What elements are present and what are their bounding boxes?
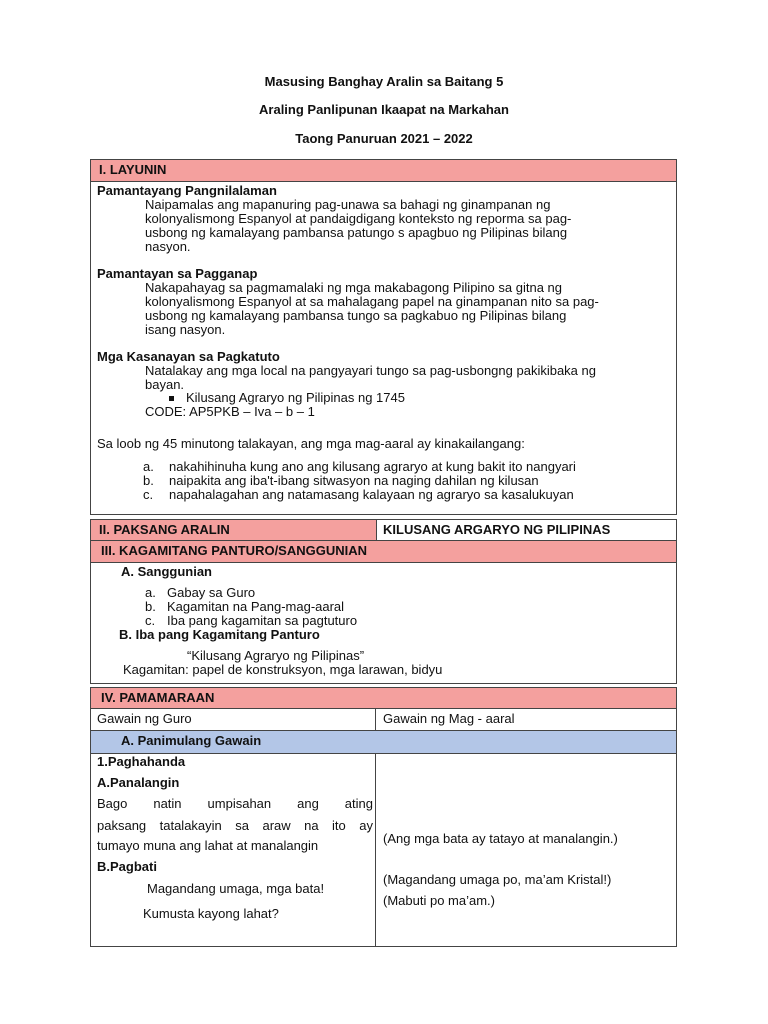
sanggunian-item: Gabay sa Guro [167,585,256,600]
kagamitan-quote: “Kilusang Agraryo ng Pilipinas” [187,648,365,663]
kagamitan-section [90,540,677,684]
paksa-section [90,519,677,541]
pamamaraan-title: IV. PAMAMARAAN [101,690,215,705]
aaral-greet: (Magandang umaga po, ma’am Kristal!) [383,872,612,887]
paksa-value: KILUSANG ARGARYO NG PILIPINAS [383,522,611,537]
sanggunian-title: A. Sanggunian [121,564,212,579]
guro-pray-line: Bago natin umpisahan ang ating [97,796,373,811]
pang-line: nasyon. [145,239,191,254]
pang-line: kolonyalismong Espanyol at pandaigdigang konteksto ng reporma sa pag- [145,211,572,226]
col-gawain-aaral: Gawain ng Mag - aaral [383,711,515,726]
sanggunian-label: c. [145,613,156,628]
pamantayan-pagganap-title: Pamantayan sa Pagganap [97,266,258,281]
pagbati: B.Pagbati [97,859,157,874]
panimulang-gawain-header [91,731,676,754]
objective-label: a. [143,459,154,474]
paghahanda: 1.Paghahanda [97,754,186,769]
panalangin: A.Panalangin [97,775,180,790]
objective-label: b. [143,473,154,488]
layunin-header [91,160,676,182]
pagg-line: Nakapahayag sa pagmamalaki ng mga makabagong Pilipino sa gitna ng [145,280,562,295]
guro-pray-line: paksang tatalakayin sa araw na ito ay [97,818,373,833]
aaral-fine: (Mabuti po ma’am.) [383,893,495,908]
sanggunian-item: Kagamitan na Pang-mag-aaral [167,599,345,614]
pagg-line: kolonyalismong Espanyol at sa mahalagang papel na ginampanan nito sa pag- [145,294,599,309]
iba-pang-title: B. Iba pang Kagamitang Panturo [119,627,320,642]
sanggunian-item: Iba pang kagamitan sa pagtuturo [167,613,358,628]
pamamaraan-header [91,688,676,709]
objective-text: nakahihinuha kung ano ang kilusang agraryo at kung bakit ito nangyari [169,459,576,474]
kagamitan-title: III. KAGAMITANG PANTURO/SANGGUNIAN [101,543,368,558]
bullet-text: Kilusang Agraryo ng Pilipinas ng 1745 [186,390,405,405]
pamantayang-pangnilalaman-title: Pamantayang Pangnilalaman [97,183,277,198]
layunin-section [90,159,677,515]
guro-kumusta: Kumusta kayong lahat? [143,906,279,921]
kagamitan-materials: Kagamitan: papel de konstruksyon, mga larawan, bidyu [123,662,443,677]
col-gawain-guro: Gawain ng Guro [97,711,192,726]
sanggunian-label: a. [145,585,156,600]
kasanayan-title: Mga Kasanayan sa Pagkatuto [97,349,280,364]
layunin-title: I. LAYUNIN [99,162,167,177]
objective-text: naipakita ang iba't-ibang sitwasyon na naging dahilan ng kilusan [169,473,539,488]
bullet-icon [169,396,174,401]
guro-pray-line: tumayo muna ang lahat at manalangin [97,838,319,853]
panimulang-gawain-title: A. Panimulang Gawain [121,733,262,748]
kas-line: Natalakay ang mga local na pangyayari tungo sa pag-usbongng pakikibaka ng [145,363,596,378]
col-divider [375,708,376,731]
pagg-line: usbong ng kamalayang pambansa tungo sa pagkabuo ng Pilipinas bilang [145,308,567,323]
pang-line: usbong ng kamalayang pambansa patungo s apagbuo ng Pilipinas bilang [145,225,568,240]
school-year: Taong Panuruan 2021 – 2022 [295,131,473,146]
kas-line: bayan. [145,377,185,392]
paksa-label: II. PAKSANG ARALIN [99,522,230,537]
pamamaraan-section [90,687,677,947]
objective-label: c. [143,487,154,502]
objective-text: napahalagahan ang natamasang kalayaan ng agraryo sa kasalukuyan [169,487,574,502]
aaral-pray: (Ang mga bata ay tatayo at manalangin.) [383,831,618,846]
paksa-label-cell [91,520,377,540]
plan-title: Masusing Banghay Aralin sa Baitang 5 [264,74,504,89]
competency-bullet [169,390,405,405]
sa-loob-text: Sa loob ng 45 minutong talakayan, ang mga mag-aaral ay kinakailangang: [97,436,525,451]
sanggunian-label: b. [145,599,156,614]
kagamitan-header [91,541,676,563]
guro-greet: Magandang umaga, mga bata! [147,881,325,896]
plan-subtitle: Araling Panlipunan Ikaapat na Markahan [259,102,509,117]
competency-code: CODE: AP5PKB – Iva – b – 1 [145,404,315,419]
pang-line: Naipamalas ang mapanuring pag-unawa sa bahagi ng ginampanan ng [145,197,551,212]
pagg-line: isang nasyon. [145,322,226,337]
col-divider [375,754,376,946]
